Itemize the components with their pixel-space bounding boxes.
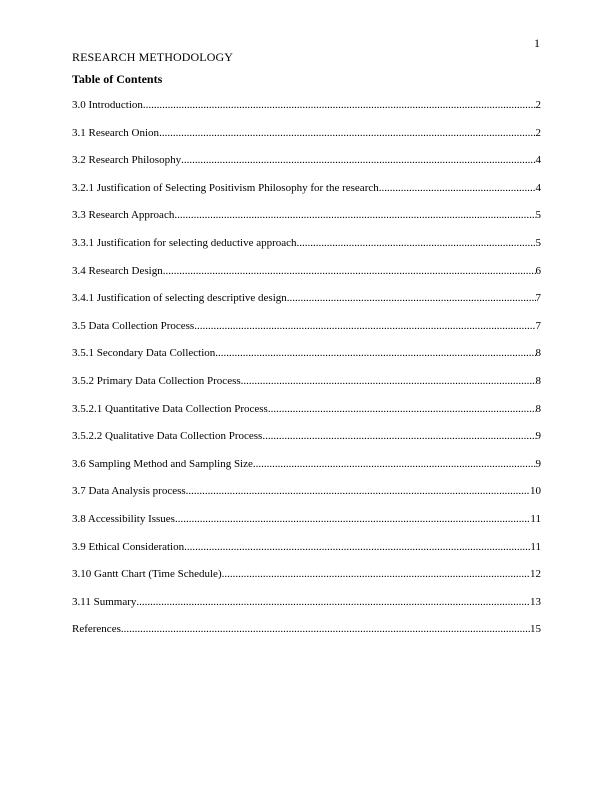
- toc-entry-page: 11: [530, 512, 541, 525]
- toc-entry-title: 3.4.1 Justification of selecting descriptive design: [72, 292, 287, 305]
- toc-entry-ethical-consideration[interactable]: [72, 540, 541, 568]
- toc-entry-title: 3.3 Research Approach: [72, 209, 175, 222]
- toc-entry-title: 3.5.2.2 Qualitative Data Collection Process: [72, 430, 263, 443]
- toc-entry-research-onion[interactable]: [72, 126, 541, 154]
- toc-dot-leader: [186, 484, 530, 498]
- toc-entry-page: 11: [530, 540, 541, 553]
- toc-entry-accessibility-issues[interactable]: [72, 512, 541, 540]
- toc-entry-page: 4: [535, 181, 541, 194]
- toc-entry-page: 7: [535, 319, 541, 332]
- toc-entry-secondary-data-collection[interactable]: [72, 346, 541, 374]
- toc-dot-leader: [379, 181, 536, 195]
- toc-entry-page: 8: [535, 402, 541, 415]
- toc-dot-leader: [163, 264, 536, 278]
- toc-entry-page: 12: [530, 568, 541, 581]
- toc-entry-page: 5: [535, 236, 541, 249]
- toc-dot-leader: [194, 319, 535, 333]
- toc-entry-page: 9: [535, 457, 541, 470]
- toc-entry-summary[interactable]: [72, 595, 541, 623]
- toc-dot-leader: [268, 402, 536, 416]
- page-number: 1: [534, 36, 540, 50]
- toc-entry-title: 3.11 Summary: [72, 595, 137, 608]
- toc-entry-data-analysis[interactable]: [72, 484, 541, 512]
- toc-entry-title: 3.10 Gantt Chart (Time Schedule): [72, 568, 222, 581]
- toc-dot-leader: [159, 126, 535, 140]
- toc-entry-title: 3.5 Data Collection Process: [72, 319, 195, 332]
- toc-entry-title: 3.5.2 Primary Data Collection Process: [72, 374, 241, 387]
- toc-entry-page: 9: [535, 430, 541, 443]
- toc-entry-title: 3.9 Ethical Consideration: [72, 540, 185, 553]
- toc-entry-page: 2: [535, 99, 541, 111]
- toc-entry-data-collection-process[interactable]: [72, 319, 541, 347]
- toc-entry-page: 10: [530, 485, 541, 498]
- table-of-contents: [72, 98, 541, 650]
- toc-entry-title: 3.1 Research Onion: [72, 126, 160, 139]
- toc-dot-leader: [287, 291, 536, 305]
- toc-entry-page: 8: [535, 374, 541, 387]
- toc-entry-research-approach[interactable]: [72, 208, 541, 236]
- toc-entry-page: 2: [535, 126, 541, 139]
- toc-entry-research-philosophy[interactable]: [72, 153, 541, 181]
- toc-entry-qualitative-data-collection[interactable]: [72, 429, 541, 457]
- toc-dot-leader: [181, 153, 535, 167]
- toc-entry-quantitative-data-collection[interactable]: [72, 402, 541, 430]
- toc-dot-leader: [184, 540, 530, 554]
- toc-entry-page: 5: [535, 209, 541, 222]
- toc-entry-positivism-justification[interactable]: [72, 181, 541, 209]
- toc-entry-page: 13: [530, 595, 541, 608]
- toc-entry-research-design[interactable]: [72, 264, 541, 292]
- toc-entry-title: References: [72, 623, 121, 636]
- toc-heading: Table of Contents: [72, 72, 163, 86]
- toc-entry-title: 3.5.1 Secondary Data Collection: [72, 347, 216, 360]
- toc-entry-gantt-chart[interactable]: [72, 567, 541, 595]
- toc-dot-leader: [241, 374, 536, 388]
- toc-entry-title: 3.3.1 Justification for selecting deductive approach: [72, 236, 297, 249]
- toc-entry-deductive-justification[interactable]: [72, 236, 541, 264]
- toc-dot-leader: [136, 595, 530, 609]
- toc-entry-page: 4: [535, 154, 541, 167]
- toc-dot-leader: [143, 98, 536, 112]
- toc-entry-page: 7: [535, 292, 541, 305]
- toc-dot-leader: [297, 236, 536, 250]
- toc-entry-page: 8: [535, 347, 541, 360]
- toc-dot-leader: [121, 622, 530, 636]
- toc-entry-primary-data-collection[interactable]: [72, 374, 541, 402]
- toc-dot-leader: [215, 346, 535, 360]
- running-head: RESEARCH METHODOLOGY: [72, 50, 233, 64]
- toc-entry-title: 3.2 Research Philosophy: [72, 154, 182, 167]
- toc-entry-title: 3.5.2.1 Quantitative Data Collection Process: [72, 402, 268, 415]
- toc-dot-leader: [174, 208, 535, 222]
- toc-dot-leader: [175, 512, 530, 526]
- toc-entry-page: 6: [535, 264, 541, 277]
- toc-entry-title: 3.2.1 Justification of Selecting Positivism Philosophy for the research: [72, 181, 379, 194]
- toc-entry-title: 3.4 Research Design: [72, 264, 163, 277]
- toc-dot-leader: [253, 457, 536, 471]
- toc-dot-leader: [262, 429, 535, 443]
- toc-entry-references[interactable]: [72, 622, 541, 650]
- toc-entry-title: 3.0 Introduction: [72, 99, 143, 111]
- toc-entry-page: 15: [530, 623, 541, 636]
- toc-dot-leader: [222, 567, 530, 581]
- toc-entry-descriptive-justification[interactable]: [72, 291, 541, 319]
- toc-entry-title: 3.7 Data Analysis process: [72, 485, 186, 498]
- toc-entry-title: 3.8 Accessibility Issues: [72, 512, 175, 525]
- toc-entry-introduction[interactable]: [72, 98, 541, 126]
- toc-entry-title: 3.6 Sampling Method and Sampling Size: [72, 457, 253, 470]
- toc-entry-sampling-method[interactable]: [72, 457, 541, 485]
